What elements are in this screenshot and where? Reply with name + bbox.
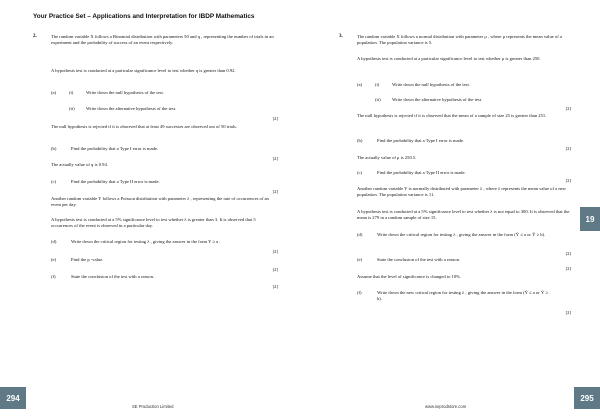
part-text: Write down the null hypothesis of the test. <box>392 82 470 87</box>
marks: [2] <box>272 284 278 289</box>
part-text: Find the probability that a Type II error is made. <box>71 179 160 184</box>
part-label: (e) <box>357 257 363 262</box>
part-label: (a) <box>357 82 363 87</box>
part-text: State the conclusion of the test with a reason. <box>377 257 461 262</box>
test-intro: A hypothesis test is conducted at a particular significance level to test whether μ is greater than 250. <box>357 56 541 61</box>
part-label: (a) <box>51 90 57 95</box>
normal2-intro: Another random variable Y is normally distributed with parameter λ , where λ represents the mean value of a new population. The population variance is 11. <box>357 186 566 197</box>
marks: [2] <box>565 178 571 183</box>
part-label: (b) <box>357 138 363 143</box>
question-intro: The random variable X follows a normal distribution with parameter μ , where μ represents the mean value of a population. The population variance is 5. <box>357 34 562 45</box>
left-page-number: 294 <box>0 387 26 409</box>
marks: [2] <box>272 267 278 272</box>
question-number: 2. <box>33 34 37 39</box>
part-label: (e) <box>51 257 57 262</box>
test2-intro: A hypothesis test is conducted at a 5% significance level to test whether λ is greater than 3. It is observed that 5 occurrences of the event is observed in a particular day. <box>51 217 256 228</box>
marks: [2] <box>565 251 571 256</box>
part-text: Find the probability that a Type II error is made. <box>377 170 466 175</box>
part-label: (c) <box>51 179 57 184</box>
part-text: Write down the null hypothesis of the test. <box>86 90 164 95</box>
marks: [2] <box>565 266 571 271</box>
chapter-tab: 19 <box>580 207 600 231</box>
part-text: Find the probability that a Type I error is made. <box>377 138 465 143</box>
test-intro: A hypothesis test is conducted at a particular significance level to test whether q is greater than 0.92. <box>51 68 236 73</box>
part-text: Write down the critical region for testing λ , giving the answer in the form (Ȳ ≤ a or Ȳ ≥ b). <box>377 232 546 237</box>
part-label: (c) <box>357 170 363 175</box>
part-text: Find the probability that a Type I error is made. <box>71 146 159 151</box>
part-text: Write down the alternative hypothesis of the test. <box>86 106 177 111</box>
reject-statement: The null hypothesis is rejected if it is observed that the mean of a sample of size 25 is greater than 251. <box>357 113 547 118</box>
marks: [2] <box>272 249 278 254</box>
test2-intro: A hypothesis test is conducted at a 5% significance level to test whether λ is not equal to 300. It is observed that the mean is 279 in a random sample of size 15. <box>357 209 570 220</box>
marks: [2] <box>565 146 571 151</box>
question-number: 3. <box>339 34 343 39</box>
question-intro: The random variable X follows a Binomial distribution with parameters 50 and q , representing the number of trials in an experiment and the probability of success of an event respectively. <box>51 34 274 45</box>
part-text: Write down the new critical region for testing λ , giving the answer in the form (Ȳ ≤ a or Ȳ ≥ b). <box>377 290 548 301</box>
poisson-intro: Another random variable Y follows a Poisson distribution with parameter λ , representing the rate of occurrences of an event per day. <box>51 196 269 207</box>
page-header-title: Your Practice Set – Applications and Interpretation for IBDP Mathematics <box>33 13 255 20</box>
publisher-footer: SE Production Limited <box>132 404 174 409</box>
reject-statement: The null hypothesis is rejected if it is observed that at least 49 successes are observed out of 50 trials. <box>51 124 237 129</box>
marks: [2] <box>272 189 278 194</box>
actual-value: The actually value of μ is 250.5. <box>357 155 417 160</box>
actual-value: The actually value of q is 0.94. <box>51 162 108 167</box>
subpart-label: (i) <box>69 90 74 95</box>
part-text: Write down the critical region for testing λ , giving the answer in the form Y ≥ a . <box>71 239 221 244</box>
part-label: (f) <box>357 290 362 295</box>
assume-statement: Assume that the level of significance is changed to 10%. <box>357 274 462 279</box>
part-text: Find the p -value. <box>71 257 104 262</box>
part-label: (f) <box>51 274 56 279</box>
part-text: Write down the alternative hypothesis of the test. <box>392 97 483 102</box>
part-label: (b) <box>51 146 57 151</box>
subpart-label: (ii) <box>69 106 75 111</box>
part-label: (d) <box>357 232 363 237</box>
marks: [2] <box>565 106 571 111</box>
marks: [2] <box>272 116 278 121</box>
marks: [2] <box>565 310 571 315</box>
subpart-label: (i) <box>375 82 380 87</box>
subpart-label: (ii) <box>375 97 381 102</box>
right-page-number: 295 <box>574 387 600 409</box>
website-footer: www.seprodstore.com <box>425 404 467 409</box>
part-text: State the conclusion of the test with a reason. <box>71 274 155 279</box>
marks: [2] <box>272 156 278 161</box>
part-label: (d) <box>51 239 57 244</box>
